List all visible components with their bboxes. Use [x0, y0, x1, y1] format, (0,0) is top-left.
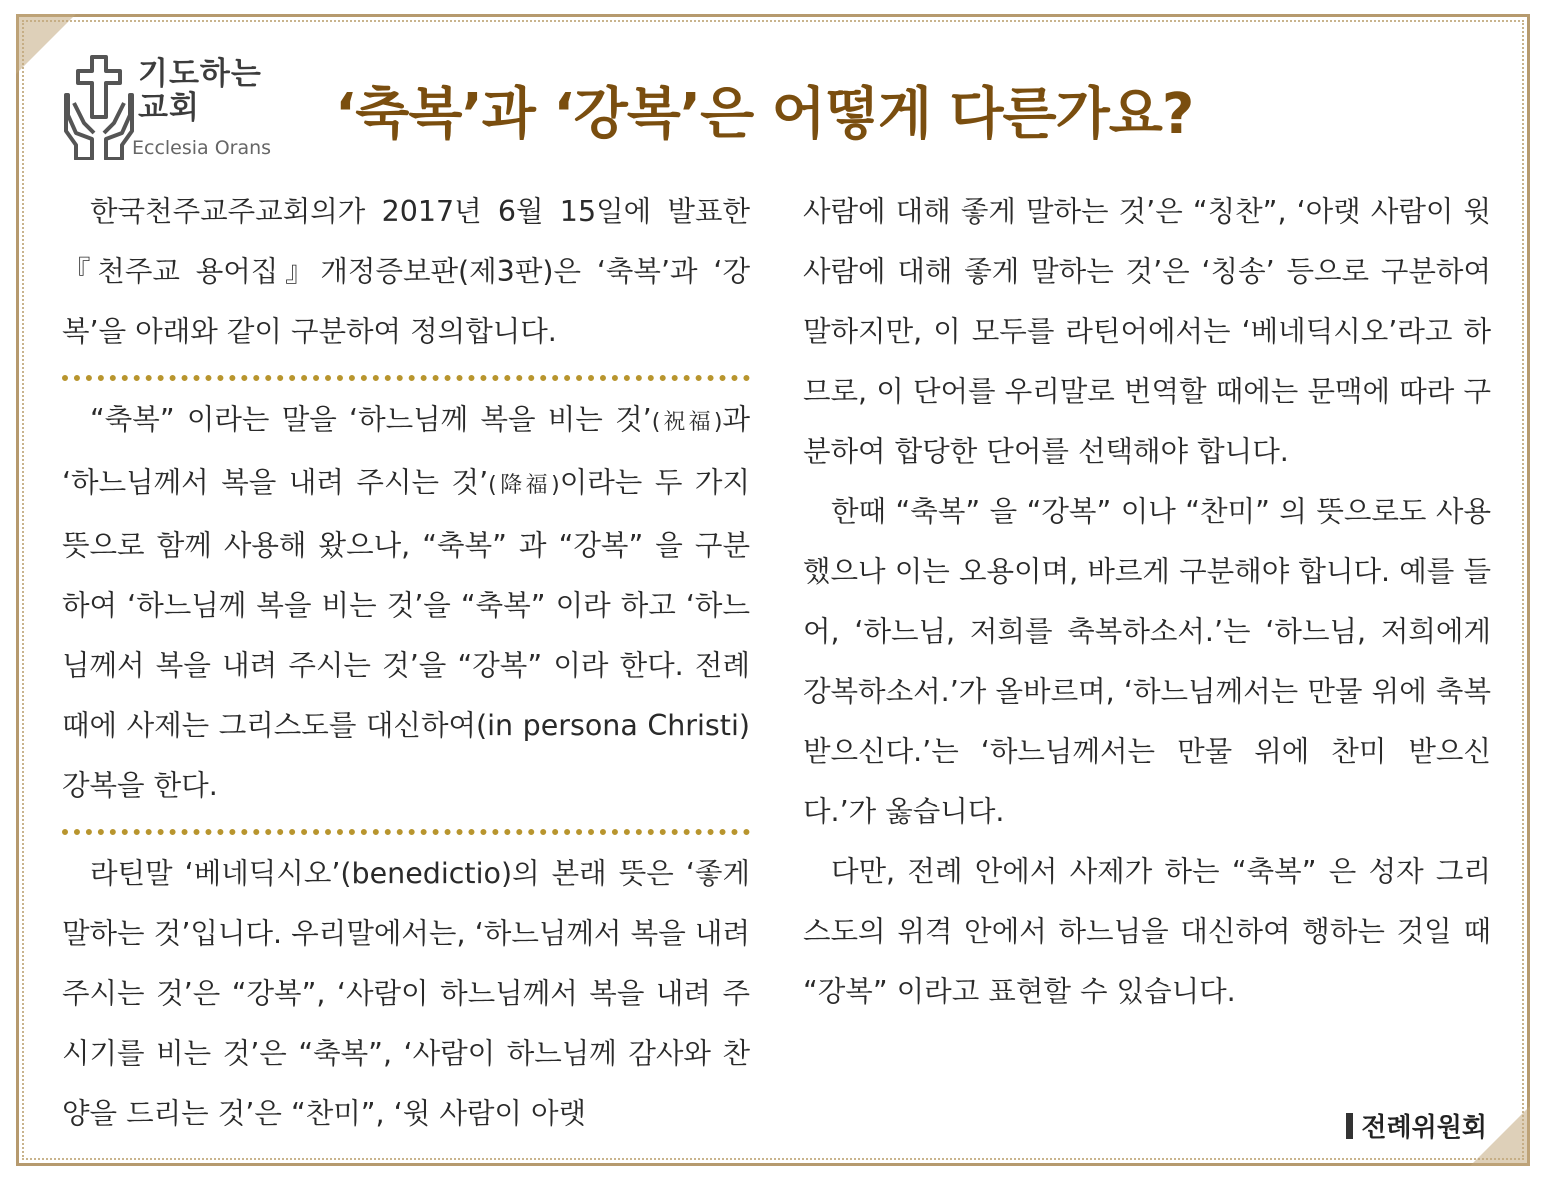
hanja-text: (降福)	[488, 473, 560, 498]
latin-paragraph-continued: 사람에 대해 좋게 말하는 것’은 “칭찬”, ‘아랫 사람이 윗 사람에 대해 좋게 말하는 것’은 ‘칭송’ 등으로 구분하여 말하지만, 이 모두를 라틴어에서는 ‘베네딕시오’라고 하므로, 이 단어를 우리말로 번역할 때에는 문맥에 따라 구분하여 합당한 단어를 선택해야 합니다.	[803, 195, 1491, 468]
definition-text: 과 ‘하느님께서 복을 내려 주시는 것’	[62, 403, 750, 499]
logo-title: 기도하는 교회	[138, 56, 262, 126]
left-column	[62, 182, 750, 1144]
page-title: ‘축복’과 ‘강복’은 어떻게 다른가요?	[335, 82, 1194, 147]
dotted-separator	[62, 375, 750, 381]
dotted-separator	[62, 829, 750, 835]
signature-text: 전례위원회	[1361, 1113, 1487, 1143]
praying-hands-cross-icon	[60, 55, 138, 160]
logo	[60, 55, 280, 165]
right-column	[803, 182, 1491, 1022]
latin-paragraph: 라틴말 ‘베네딕시오’(benedictio)의 본래 뜻은 ‘좋게 말하는 것’입니다. 우리말에서는, ‘하느님께서 복을 내려 주시는 것’은 “강복”, ‘사람이 하느님께서 복을 내려 주시기를 비는 것’은 “축복”, ‘사람이 하느님께 감사와 찬양을 드리는 것’은 “찬미”, ‘윗 사람이 아랫	[62, 857, 750, 1130]
signature-bar	[1346, 1113, 1353, 1139]
misuse-paragraph: 한때 “축복” 을 “강복” 이나 “찬미” 의 뜻으로도 사용했으나 이는 오용이며, 바르게 구분해야 합니다. 예를 들어, ‘하느님, 저희를 축복하소서.’는 ‘하느님, 저희에게 강복하소서.’가 올바르며, ‘하느님께서는 만물 위에 축복 받으신다.’는 ‘하느님께서는 만물 위에 찬미 받으신다.’가 옳습니다.	[803, 495, 1491, 828]
definition-text: 이라는 두 가지 뜻으로 함께 사용해 왔으나, “축복” 과 “강복” 을 구분하여 ‘하느님께 복을 비는 것’을 “축복” 이라 하고 ‘하느님께서 복을 내려 주시는 것’을 “강복” 이라 한다. 전례 때에 사제는 그리스도를 대신하여(in persona Christi) 강복을 한다.	[62, 466, 750, 802]
logo-subtitle: Ecclesia Orans	[132, 137, 272, 159]
exception-paragraph: 다만, 전례 안에서 사제가 하는 “축복” 은 성자 그리스도의 위격 안에서 하느님을 대신하여 행하는 것일 때 “강복” 이라고 표현할 수 있습니다.	[803, 855, 1491, 1008]
hanja-text: (祝福)	[651, 410, 723, 435]
definition-text: “축복” 이라는 말을 ‘하느님께 복을 비는 것’	[90, 403, 652, 436]
intro-paragraph: 한국천주교주교회의가 2017년 6월 15일에 발표한『천주교 용어집』개정증보판(제3판)은 ‘축복’과 ‘강복’을 아래와 같이 구분하여 정의합니다.	[62, 195, 750, 348]
definition-paragraph	[62, 390, 750, 816]
signature	[1346, 1107, 1487, 1144]
